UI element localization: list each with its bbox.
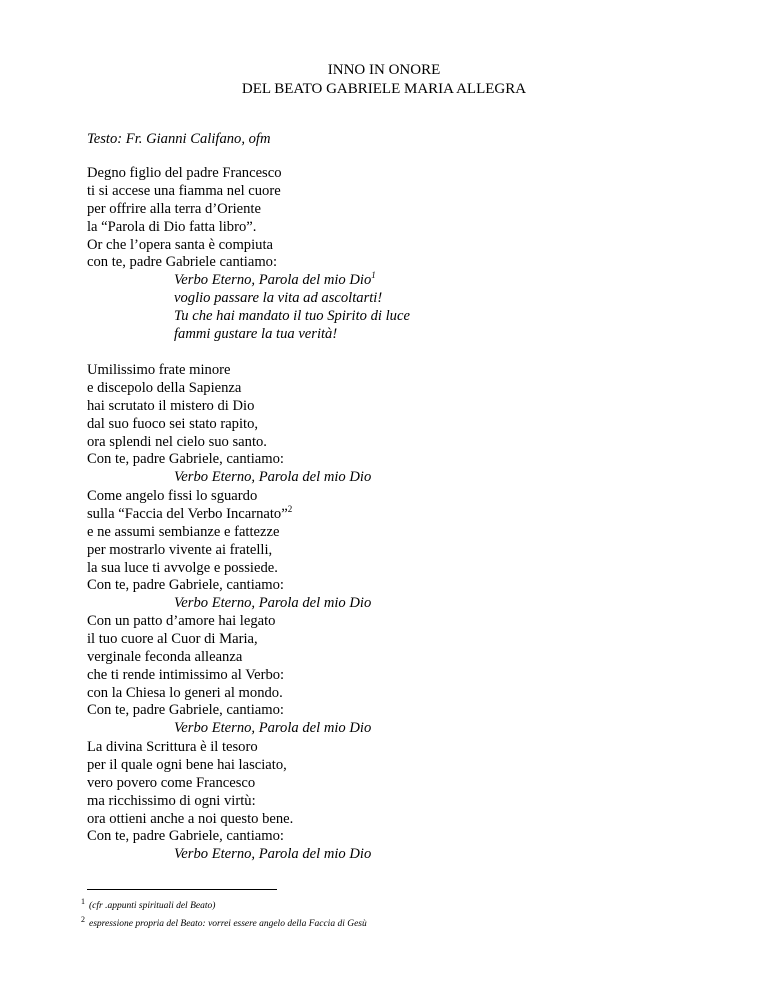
footnote-text: espressione propria del Beato: vorrei essere angelo della Faccia di Gesù bbox=[89, 919, 367, 929]
footnote-ref-1: 1 bbox=[371, 270, 376, 281]
footnote-ref-2: 2 bbox=[287, 503, 293, 514]
verse-line: Con te, padre Gabriele, cantiamo: bbox=[87, 577, 284, 594]
stanza-2 bbox=[87, 362, 687, 487]
verse-line: vero povero come Francesco bbox=[87, 774, 256, 791]
verse-line: la “Parola di Dio fatta libro”. bbox=[87, 218, 257, 235]
refrain-text: Verbo Eterno, Parola del mio Dio bbox=[174, 272, 372, 289]
verse-line: e ne assumi sembianze e fattezze bbox=[87, 523, 280, 540]
author-credit: Testo: Fr. Gianni Califano, ofm bbox=[87, 131, 271, 147]
verse-line: ti si accese una fiamma nel cuore bbox=[87, 182, 281, 199]
footnotes bbox=[81, 895, 367, 931]
verse-line: ora splendi nel cielo suo santo. bbox=[87, 433, 267, 450]
verse-line: La divina Scrittura è il tesoro bbox=[87, 739, 258, 755]
verse-line: con te, padre Gabriele cantiamo: bbox=[87, 254, 278, 271]
verse-line: Umilissimo frate minore bbox=[87, 362, 231, 378]
refrain-line: Verbo Eterno, Parola del mio Dio bbox=[174, 595, 372, 612]
verse-line: ora ottieni anche a noi questo bene. bbox=[87, 810, 294, 827]
stanza-5 bbox=[87, 739, 687, 864]
refrain-line: Verbo Eterno, Parola del mio Dio bbox=[174, 469, 372, 486]
refrain-line: Verbo Eterno, Parola del mio Dio bbox=[174, 720, 372, 737]
verse-line: Con te, padre Gabriele, cantiamo: bbox=[87, 828, 284, 845]
verse-line: Con te, padre Gabriele, cantiamo: bbox=[87, 451, 284, 468]
refrain-line: Tu che hai mandato il tuo Spirito di luce bbox=[174, 308, 410, 325]
verse-line: Con te, padre Gabriele, cantiamo: bbox=[87, 702, 284, 719]
verse-line: che ti rende intimissimo al Verbo: bbox=[87, 666, 285, 683]
refrain-line bbox=[87, 272, 687, 290]
refrain-line: fammi gustare la tua verità! bbox=[174, 326, 338, 343]
verse-line: per il quale ogni bene hai lasciato, bbox=[87, 756, 287, 773]
verse-line: dal suo fuoco sei stato rapito, bbox=[87, 415, 259, 432]
page-title bbox=[0, 61, 768, 99]
footnote-number: 1 bbox=[81, 897, 85, 906]
verse-line: il tuo cuore al Cuor di Maria, bbox=[87, 630, 258, 647]
verse-line: ma ricchissimo di ogni virtù: bbox=[87, 792, 256, 809]
refrain-line: voglio passare la vita ad ascoltarti! bbox=[174, 290, 383, 307]
title-line-1: INNO IN ONORE bbox=[327, 62, 441, 78]
stanza-4 bbox=[87, 613, 687, 738]
verse-line: e discepolo della Sapienza bbox=[87, 379, 242, 396]
refrain-line: Verbo Eterno, Parola del mio Dio bbox=[174, 846, 372, 863]
verse-text: sulla “Faccia del Verbo Incarnato” bbox=[87, 505, 288, 522]
verse-line: Degno figlio del padre Francesco bbox=[87, 165, 282, 181]
verse-line: la sua luce ti avvolge e possiede. bbox=[87, 559, 278, 576]
verse-line: Con un patto d’amore hai legato bbox=[87, 613, 276, 629]
footnote-divider bbox=[87, 889, 277, 890]
verse-line: Come angelo fissi lo sguardo bbox=[87, 488, 258, 504]
footnote-number: 2 bbox=[81, 915, 85, 924]
verse-line: Or che l’opera santa è compiuta bbox=[87, 236, 273, 253]
verse-line: con la Chiesa lo generi al mondo. bbox=[87, 684, 283, 701]
footnote-1 bbox=[81, 895, 367, 913]
title-line-2: DEL BEATO GABRIELE MARIA ALLEGRA bbox=[241, 81, 527, 97]
footnote-text: (cfr .appunti spirituali del Beato) bbox=[89, 901, 216, 911]
verse-line: per mostrarlo vivente ai fratelli, bbox=[87, 541, 273, 558]
verse-line bbox=[87, 503, 687, 524]
stanza-3 bbox=[87, 488, 687, 613]
footnote-2 bbox=[81, 913, 367, 931]
verse-line: verginale feconda alleanza bbox=[87, 648, 243, 665]
verse-line: hai scrutato il mistero di Dio bbox=[87, 397, 255, 414]
verse-line: per offrire alla terra d’Oriente bbox=[87, 200, 261, 217]
stanza-1 bbox=[87, 165, 687, 344]
